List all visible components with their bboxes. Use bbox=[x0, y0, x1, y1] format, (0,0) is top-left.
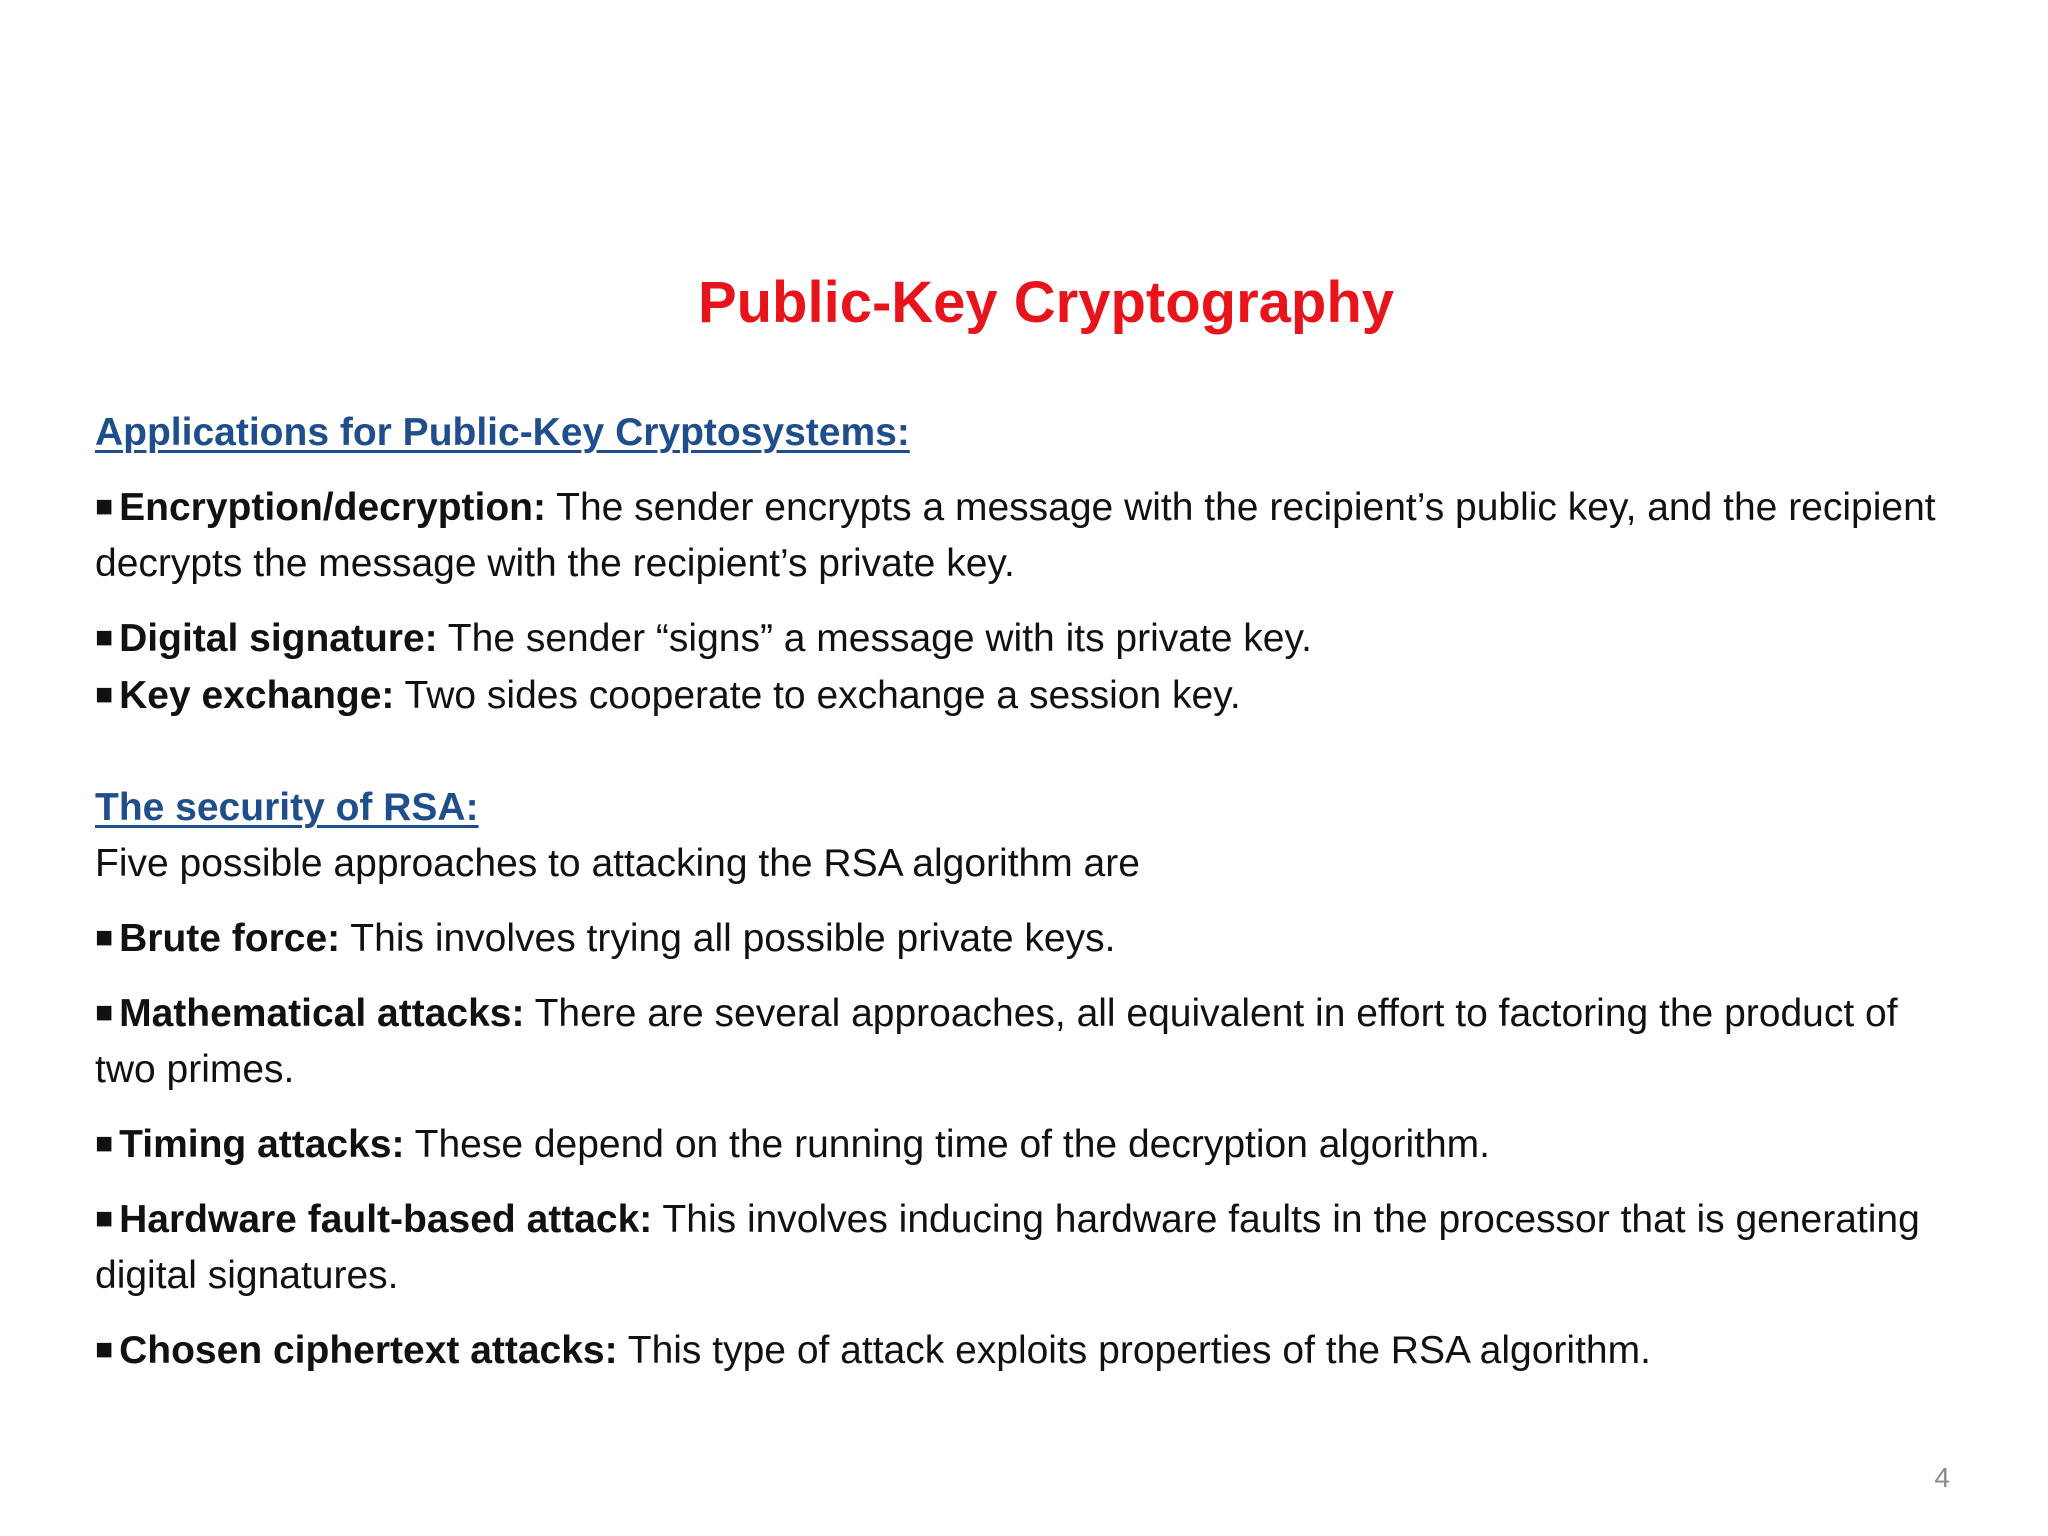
bullet-hardware-fault-attack bbox=[95, 1191, 1955, 1304]
bullet-text: The sender “signs” a message with its private key. bbox=[437, 617, 1312, 660]
bullet-square-icon: ■ bbox=[95, 678, 114, 711]
bullet-term: Chosen ciphertext attacks: bbox=[119, 1329, 618, 1372]
bullet-text: The sender encrypts a message with the recipient’s public key, and the recipient decrypts the message with the recipient’s private key. bbox=[95, 486, 1936, 585]
bullet-text: These depend on the running time of the decryption algorithm. bbox=[404, 1123, 1490, 1166]
security-heading: The security of RSA: bbox=[95, 786, 479, 829]
bullet-square-icon: ■ bbox=[95, 996, 114, 1029]
bullet-square-icon: ■ bbox=[95, 621, 114, 654]
bullet-term: Key exchange: bbox=[119, 674, 395, 717]
bullet-term: Timing attacks: bbox=[119, 1123, 405, 1166]
bullet-text: There are several approaches, all equivalent in effort to factoring the product of two primes. bbox=[95, 992, 1898, 1091]
bullet-timing-attacks bbox=[95, 1116, 1955, 1173]
bullet-digital-signature bbox=[95, 610, 1955, 667]
bullet-square-icon: ■ bbox=[95, 1333, 114, 1366]
bullet-text: This involves trying all possible private keys. bbox=[340, 917, 1116, 960]
bullet-encryption bbox=[95, 479, 1955, 592]
page-number: 4 bbox=[1934, 1462, 1950, 1493]
bullet-term: Mathematical attacks: bbox=[119, 992, 525, 1035]
bullet-text: Two sides cooperate to exchange a session key. bbox=[394, 674, 1241, 717]
bullet-text: This type of attack exploits properties of the RSA algorithm. bbox=[617, 1329, 1651, 1372]
bullet-key-exchange bbox=[95, 667, 1955, 724]
bullet-term: Hardware fault-based attack: bbox=[119, 1198, 653, 1241]
bullet-chosen-ciphertext-attacks bbox=[95, 1322, 1955, 1379]
slide-title: Public-Key Cryptography bbox=[697, 270, 1395, 335]
bullet-square-icon: ■ bbox=[95, 490, 114, 523]
bullet-text: This involves inducing hardware faults in the processor that is generating digital signatures. bbox=[95, 1198, 1920, 1297]
bullet-term: Brute force: bbox=[119, 917, 341, 960]
bullet-square-icon: ■ bbox=[95, 921, 114, 954]
bullet-mathematical-attacks bbox=[95, 985, 1955, 1098]
bullet-term: Digital signature: bbox=[119, 617, 438, 660]
bullet-term: Encryption/decryption: bbox=[119, 486, 546, 529]
applications-heading: Applications for Public-Key Cryptosystems: bbox=[95, 411, 910, 454]
security-intro: Five possible approaches to attacking the RSA algorithm are bbox=[95, 842, 1140, 885]
bullet-square-icon: ■ bbox=[95, 1202, 114, 1235]
slide-content bbox=[95, 405, 1955, 1379]
bullet-square-icon: ■ bbox=[95, 1127, 114, 1160]
bullet-brute-force bbox=[95, 910, 1955, 967]
